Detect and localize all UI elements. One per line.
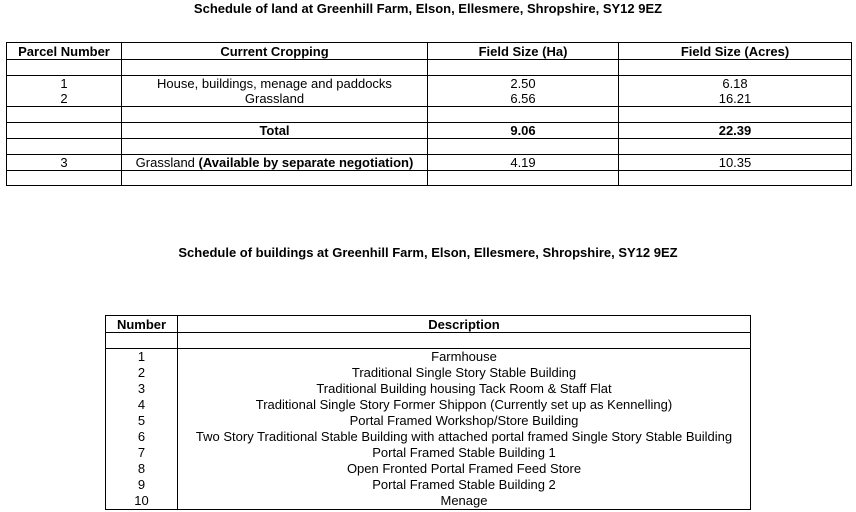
total-label: Total [122,123,428,139]
spacer-row [7,107,852,123]
building-number-cell: 2 [106,365,178,381]
field-size-acres-cell: 16.21 [619,91,852,107]
building-description-cell: Two Story Traditional Stable Building with attached portal framed Single Story Stable Building [178,429,751,445]
table-row [106,365,751,381]
buildings-schedule-title: Schedule of buildings at Greenhill Farm, Elson, Ellesmere, Shropshire, SY12 9EZ [178,245,678,260]
parcel-number-cell: 1 [7,76,122,92]
column-header-field-size-ha: Field Size (Ha) [428,43,619,60]
negotiation-note: (Available by separate negotiation) [198,155,414,170]
building-number-cell: 10 [106,493,178,510]
cropping-cell: House, buildings, menage and paddocks [122,76,428,92]
table-row [106,381,751,397]
building-number-cell: 5 [106,413,178,429]
building-description-cell: Traditional Single Story Stable Building [178,365,751,381]
table-row [106,477,751,493]
table-row [106,493,751,510]
table-row [106,445,751,461]
column-header-field-size-acres: Field Size (Acres) [619,43,852,60]
table-header-row [7,43,852,60]
table-row [7,76,852,92]
column-header-current-cropping: Current Cropping [122,43,428,60]
column-header-number: Number [106,316,178,333]
total-ha: 9.06 [428,123,619,139]
field-size-acres-cell: 6.18 [619,76,852,92]
table-row [106,397,751,413]
parcel-number-cell: 3 [7,155,122,171]
land-schedule-title: Schedule of land at Greenhill Farm, Elson, Ellesmere, Shropshire, SY12 9EZ [193,1,663,16]
total-row [7,123,852,139]
building-number-cell: 6 [106,429,178,445]
building-description-cell: Traditional Building housing Tack Room & Staff Flat [178,381,751,397]
building-description-cell: Open Fronted Portal Framed Feed Store [178,461,751,477]
table-row [7,91,852,107]
table-row [7,155,852,171]
spacer-row [7,60,852,76]
cropping-cell [122,155,428,171]
building-number-cell: 3 [106,381,178,397]
building-number-cell: 9 [106,477,178,493]
spacer-row [7,171,852,186]
building-number-cell: 1 [106,349,178,366]
buildings-schedule-table [105,315,751,510]
building-number-cell: 8 [106,461,178,477]
total-acres: 22.39 [619,123,852,139]
field-size-acres-cell: 10.35 [619,155,852,171]
spacer-row [7,139,852,155]
spacer-row [106,333,751,349]
table-row [106,429,751,445]
building-description-cell: Farmhouse [178,349,751,366]
column-header-description: Description [178,316,751,333]
table-row [106,413,751,429]
table-row [106,349,751,366]
parcel-number-cell: 2 [7,91,122,107]
building-description-cell: Portal Framed Stable Building 1 [178,445,751,461]
field-size-ha-cell: 6.56 [428,91,619,107]
building-number-cell: 4 [106,397,178,413]
cropping-cell: Grassland [122,91,428,107]
building-number-cell: 7 [106,445,178,461]
building-description-cell: Menage [178,493,751,510]
land-schedule-table [6,42,852,186]
column-header-parcel-number: Parcel Number [7,43,122,60]
building-description-cell: Portal Framed Workshop/Store Building [178,413,751,429]
field-size-ha-cell: 2.50 [428,76,619,92]
building-description-cell: Portal Framed Stable Building 2 [178,477,751,493]
cropping-text: Grassland [135,155,195,170]
table-header-row [106,316,751,333]
field-size-ha-cell: 4.19 [428,155,619,171]
table-row [106,461,751,477]
building-description-cell: Traditional Single Story Former Shippon (Currently set up as Kennelling) [178,397,751,413]
